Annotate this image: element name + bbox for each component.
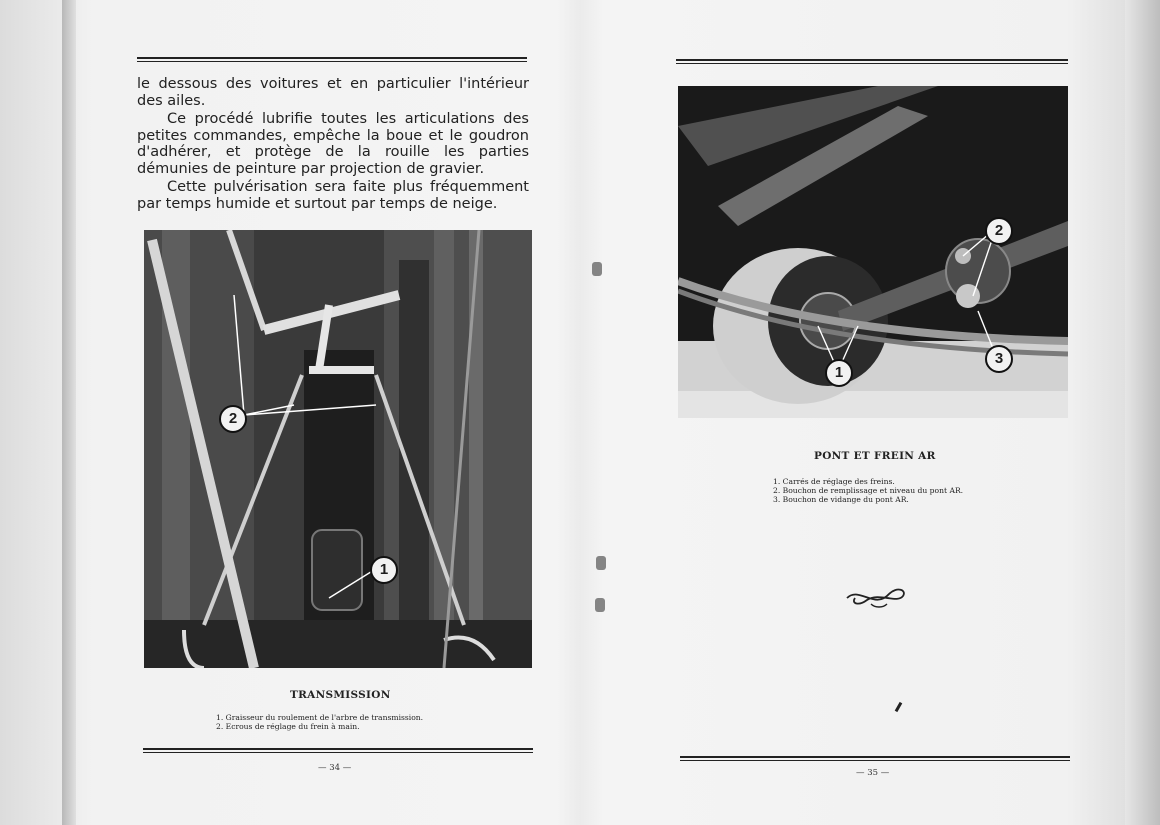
legend-item: 2. Ecrous de réglage du frein à main. [216,722,360,731]
left-page-number: — 34 — [318,763,352,773]
callout-2-label: 2 [228,410,238,427]
legend-item: 3. Bouchon de vidange du pont AR. [773,495,909,504]
callout-3-label: 3 [994,350,1004,367]
legend-item: 1. Graisseur du roulement de l'arbre de transmission. [216,713,424,722]
transmission-photo [144,230,532,668]
paragraph-3: Cette pulvérisation sera faite plus fréquemment par temps humide et surtout par temps de neige. [137,179,529,212]
paragraph-2: Ce procédé lubrifie toutes les articulations des petites commandes, empêche la boue et le goudron d'adhérer, et protège de la rouille les parties démunies de peinture par projection de gravier. [137,111,529,177]
legend-item: 2. Bouchon de remplissage et niveau du pont AR. [773,486,964,495]
pont-frein-caption-title: PONT ET FREIN AR [814,450,936,462]
transmission-caption-title: TRANSMISSION [290,689,391,701]
gutter-mark [596,556,606,570]
paragraph-1: le dessous des voitures et en particulier l'intérieur des ailes. [137,76,529,109]
right-page-edge [1125,0,1160,825]
callout-2-left [219,405,247,433]
callout-1-left [370,556,398,584]
flourish-ornament [845,582,909,612]
right-bottom-rule [680,756,1070,761]
left-bottom-rule [143,748,533,753]
left-top-rule [137,57,527,62]
right-top-rule [676,59,1068,64]
callout-1-label: 1 [834,364,844,381]
callout-1-right [825,359,853,387]
legend-item: 1. Carrés de réglage des freins. [773,477,895,486]
callout-2-label: 2 [994,222,1004,239]
callout-2-right [985,217,1013,245]
callout-1-label: 1 [379,561,389,578]
left-binding-edge [62,0,76,825]
callout-3-right [985,345,1013,373]
transmission-legend [216,713,423,731]
gutter-mark [592,262,602,276]
right-page-number: — 35 — [856,768,890,778]
left-body-text [137,76,529,212]
gutter-mark [595,598,605,612]
pont-frein-legend [773,477,963,504]
